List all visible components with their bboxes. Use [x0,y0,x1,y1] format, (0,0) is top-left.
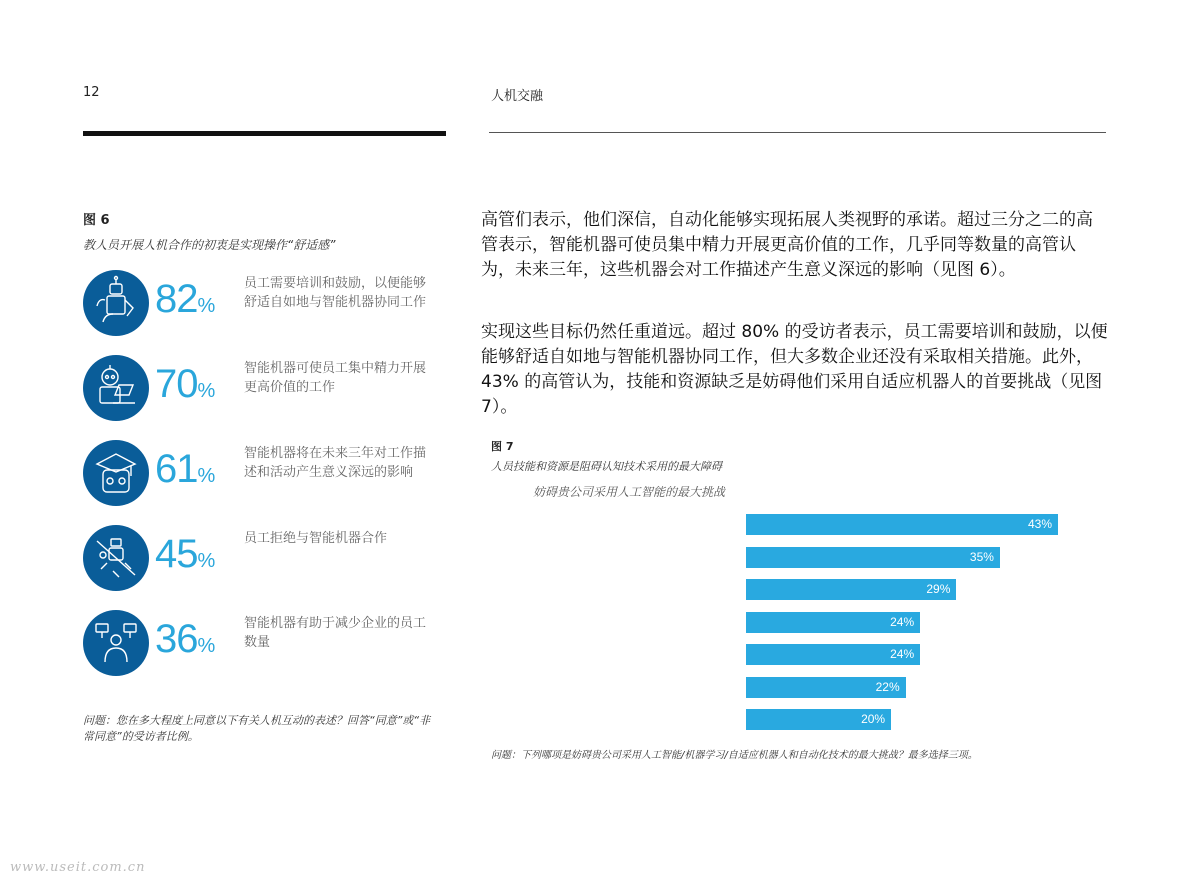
header-rule-left [83,131,446,136]
robot-graduate-icon [83,440,149,506]
robot-refuse-icon [83,525,149,591]
bar-value-label: 22% [875,679,900,694]
stat-percent: 45% [155,532,216,576]
bar-value-label: 24% [890,614,915,629]
stat-description: 智能机器将在未来三年对工作描述和活动产生意义深远的影响 [244,446,427,480]
figure7-note: 问题：下列哪项是妨碍贵公司采用人工智能/机器学习/自适应机器人和自动化技术的最大挑战？最多选择三项。 [491,750,978,761]
stat-row [83,355,443,427]
person-robot-icon [83,270,149,336]
body-paragraph-1: 高管们表示，他们深信，自动化能够实现拓展人类视野的承诺。超过三分之二的高管表示，智能机器可使员集中精力开展更高价值的工作，几乎同等数量的高管认为，未来三年，这些机器会对工作描述产生意义深远的影响（见图 6）。 [481,210,1093,280]
stat-row [83,440,443,512]
bar-value-label: 20% [861,712,886,726]
stat-description: 智能机器可使员工集中精力开展更高价值的工作 [244,361,427,395]
stat-percent: 70% [155,362,216,406]
page-number: 12 [83,85,100,100]
bar-value-label: 29% [926,582,951,596]
stat-description: 员工需要培训和鼓励，以便能够舒适自如地与智能机器协同工作 [244,276,427,310]
stat-row [83,525,443,597]
chart-title: 妨碍贵公司采用人工智能的最大挑战 [533,485,726,499]
stat-description: 员工拒绝与智能机器合作 [244,531,388,546]
stat-percent: 36% [155,617,216,661]
figure6-note: 问题：您在多大程度上同意以下有关人机互动的表述？回答“同意”或“非常同意”的受访者比例。 [83,714,431,743]
watermark: www.useit.com.cn [10,860,146,875]
figure7-label: 图 7 [491,440,514,453]
stat-percent: 82% [155,277,216,321]
stat-row [83,610,443,682]
bar-value-label: 24% [890,647,915,661]
robot-laptop-icon [83,355,149,421]
stat-row [83,270,443,342]
figure6-label: 图 6 [83,213,110,228]
running-title: 人机交融 [491,89,544,104]
header-rule-right [489,132,1106,133]
stat-percent: 61% [155,447,216,491]
stat-description: 智能机器有助于减少企业的员工数量 [244,616,427,650]
reduce-staff-icon [83,610,149,676]
figure7-subtitle: 人员技能和资源是阻碍认知技术采用的最大障碍 [491,460,722,473]
bar-value-label: 43% [1027,517,1052,531]
figure6-subtitle: 教人员开展人机合作的初衷是实现操作“舒适感” [83,238,336,252]
body-paragraph-2: 实现这些目标仍然任重道远。超过 80% 的受访者表示，员工需要培训和鼓励，以便能够舒适自如地与智能机器协同工作，但大多数企业还没有采取相关措施。此外，43% 的高管认为，技能和资源缺乏是妨碍他们采用自适应机器人的首要挑战（见图 7）。 [481,322,1108,417]
bar-value-label: 35% [969,549,994,564]
